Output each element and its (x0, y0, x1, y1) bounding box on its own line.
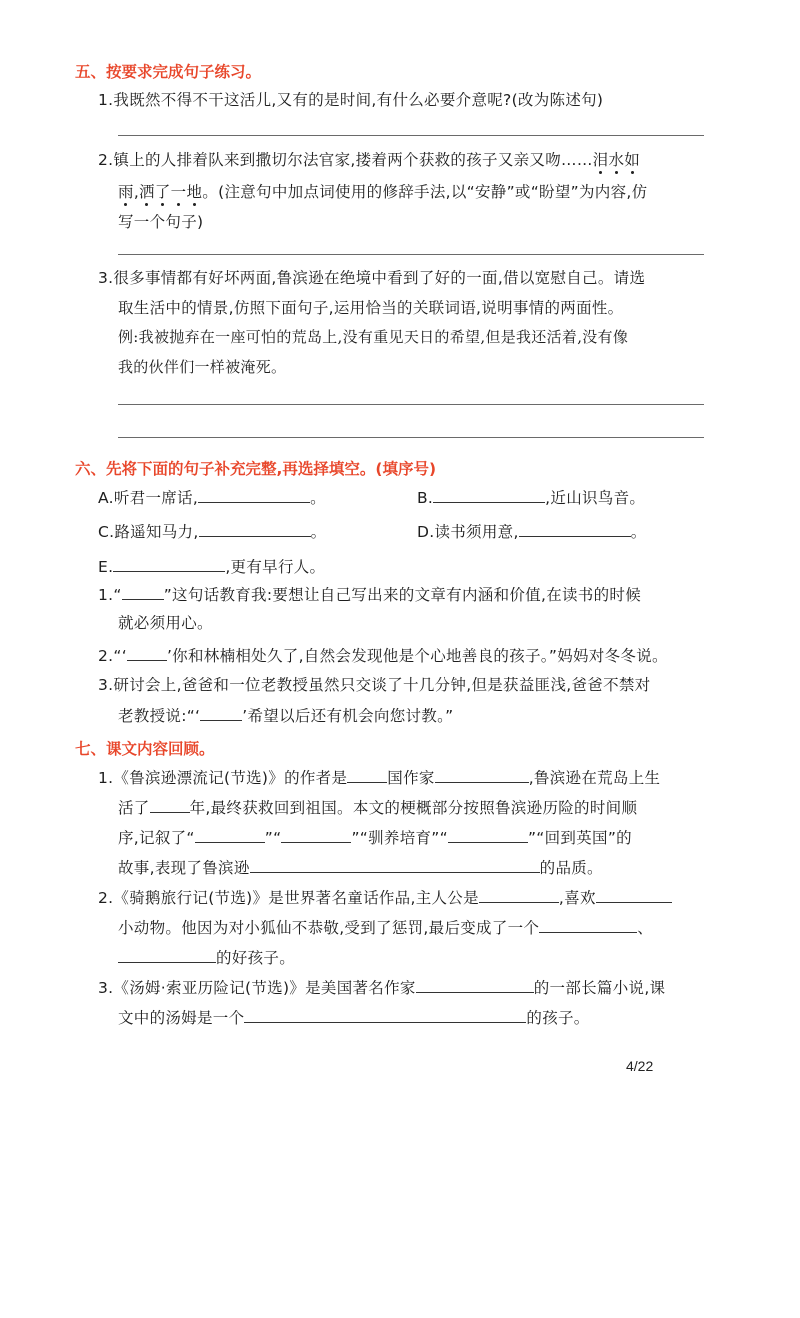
fill-blank[interactable] (113, 556, 225, 572)
text: ,鲁滨逊在荒岛上生 (528, 769, 661, 787)
text: E. (98, 558, 114, 576)
fill-blank[interactable] (539, 917, 637, 933)
fill-blank[interactable] (200, 705, 242, 721)
text: 。(注意句中加点词使用的修辞手法,以“安静”或“盼望”为内容,仿 (202, 183, 648, 201)
s6-question-1-line-1 (98, 584, 641, 605)
text: C.路遥知马力, (98, 523, 199, 541)
text: 年,最终获救回到祖国。本文的梗概部分按照鲁滨逊历险的时间顺 (189, 799, 638, 817)
s6-option-b (417, 487, 645, 508)
s6-question-1-line-2: 就必须用心。 (118, 614, 213, 632)
s6-question-3-line-1: 3.研讨会上,爸爸和一位老教授虽然只交谈了十几分钟,但是获益匪浅,爸爸不禁对 (98, 676, 651, 694)
text: 的好孩子。 (216, 949, 296, 967)
text: 2.“‘ (98, 647, 127, 665)
text: ’希望以后还有机会向您讨教。” (242, 707, 454, 725)
answer-line[interactable] (118, 254, 704, 255)
s5-question-2-line-2 (118, 182, 647, 202)
fill-blank[interactable] (250, 857, 540, 873)
s7-question-2-line-2 (118, 917, 653, 938)
fill-blank[interactable] (195, 827, 265, 843)
fill-blank[interactable] (479, 887, 559, 903)
fill-blank[interactable] (433, 487, 545, 503)
text: , (133, 183, 140, 201)
s6-option-c (98, 521, 326, 542)
s7-question-1-line-2 (118, 797, 637, 818)
text: 、 (637, 919, 654, 937)
text: 国作家 (387, 769, 435, 787)
s7-question-2-line-1 (98, 887, 672, 908)
text: 2.镇上的人排着队来到撒切尔法官家,搂着两个获救的孩子又亲又吻…… (98, 151, 593, 169)
fill-blank[interactable] (596, 887, 672, 903)
s7-question-2-line-3 (118, 947, 295, 968)
text: 。 (310, 489, 326, 507)
text: 1.“ (98, 586, 122, 604)
text: D.读书须用意, (417, 523, 519, 541)
fill-blank[interactable] (150, 797, 190, 813)
s5-question-3-line-2: 取生活中的情景,仿照下面句子,运用恰当的关联词语,说明事情的两面性。 (118, 299, 624, 317)
fill-blank[interactable] (244, 1007, 526, 1023)
s7-question-1-line-1 (98, 767, 660, 788)
text: 2.《骑鹅旅行记(节选)》是世界著名童话作品,主人公是 (98, 889, 479, 907)
fill-blank[interactable] (281, 827, 351, 843)
text: 老教授说:“‘ (118, 707, 201, 725)
s5-question-2-line-3: 写一个句子) (118, 213, 204, 231)
fill-blank[interactable] (448, 827, 528, 843)
text: ’你和林楠相处久了,自然会发现他是个心地善良的孩子。”妈妈对冬冬说。 (166, 647, 668, 665)
text: ,近山识鸟音。 (545, 489, 646, 507)
answer-line[interactable] (118, 404, 704, 405)
fill-blank[interactable] (347, 767, 387, 783)
s6-option-e (98, 556, 325, 577)
text: 。 (630, 523, 647, 541)
section-7-title: 七、课文内容回顾。 (75, 740, 215, 758)
dotted-char: 洒 (139, 183, 155, 201)
text: ”“回到英国”的 (527, 829, 632, 847)
dotted-char: 如 (624, 151, 641, 169)
dotted-char: 一 (170, 183, 187, 201)
section-5-title: 五、按要求完成句子练习。 (75, 63, 262, 81)
dotted-char: 了 (154, 183, 171, 201)
text: 的一部长篇小说,课 (533, 979, 666, 997)
text: B. (417, 489, 434, 507)
fill-blank[interactable] (118, 947, 216, 963)
text: 故事,表现了鲁滨逊 (118, 859, 250, 877)
section-6-title: 六、先将下面的句子补充完整,再选择填空。(填序号) (75, 460, 437, 478)
s6-option-d (417, 521, 647, 542)
fill-blank[interactable] (127, 645, 167, 661)
dotted-char: 水 (608, 151, 625, 169)
text: 。 (310, 523, 327, 541)
text: A.听君一席话, (98, 489, 199, 507)
fill-blank[interactable] (435, 767, 529, 783)
s6-option-a (98, 487, 326, 508)
text: 小动物。他因为对小狐仙不恭敬,受到了惩罚,最后变成了一个 (118, 919, 540, 937)
text: 1.《鲁滨逊漂流记(节选)》的作者是 (98, 769, 348, 787)
text: ”“ (264, 829, 282, 847)
s7-question-3-line-2 (118, 1007, 590, 1028)
text: 序,记叙了“ (118, 829, 195, 847)
dotted-char: 雨 (118, 183, 134, 201)
text: ,喜欢 (558, 889, 596, 907)
s5-question-1: 1.我既然不得不干这活儿,又有的是时间,有什么必要介意呢?(改为陈述句) (98, 91, 604, 109)
text: 文中的汤姆是一个 (118, 1009, 245, 1027)
fill-blank[interactable] (198, 487, 310, 503)
s6-question-3-line-2 (118, 705, 454, 726)
s7-question-1-line-3 (118, 827, 632, 848)
s7-question-3-line-1 (98, 977, 665, 998)
text: 活了 (118, 799, 150, 817)
s5-example-line-1: 例:我被抛弃在一座可怕的荒岛上,没有重见天日的希望,但是我还活着,没有像 (118, 328, 629, 346)
answer-line[interactable] (118, 437, 704, 438)
s6-question-2 (98, 645, 668, 666)
page-number: 4/22 (626, 1058, 654, 1074)
s7-question-1-line-4 (118, 857, 603, 878)
dotted-char: 泪 (592, 151, 609, 169)
answer-line[interactable] (118, 135, 704, 136)
dotted-char: 地 (186, 183, 203, 201)
text: ,更有早行人。 (225, 558, 326, 576)
s5-example-line-2: 我的伙伴们一样被淹死。 (118, 358, 287, 376)
text: 3.《汤姆·索亚历险记(节选)》是美国著名作家 (98, 979, 416, 997)
fill-blank[interactable] (199, 521, 311, 537)
fill-blank[interactable] (122, 584, 164, 600)
s5-question-3-line-1: 3.很多事情都有好坏两面,鲁滨逊在绝境中看到了好的一面,借以宽慰自己。请选 (98, 269, 646, 287)
fill-blank[interactable] (416, 977, 534, 993)
text: 的孩子。 (526, 1009, 590, 1027)
text: 的品质。 (539, 859, 603, 877)
fill-blank[interactable] (519, 521, 631, 537)
text: ”“驯养培育”“ (351, 829, 448, 847)
s5-question-2-line-1 (98, 150, 640, 170)
text: ”这句话教育我:要想让自己写出来的文章有内涵和价值,在读书的时候 (163, 586, 641, 604)
